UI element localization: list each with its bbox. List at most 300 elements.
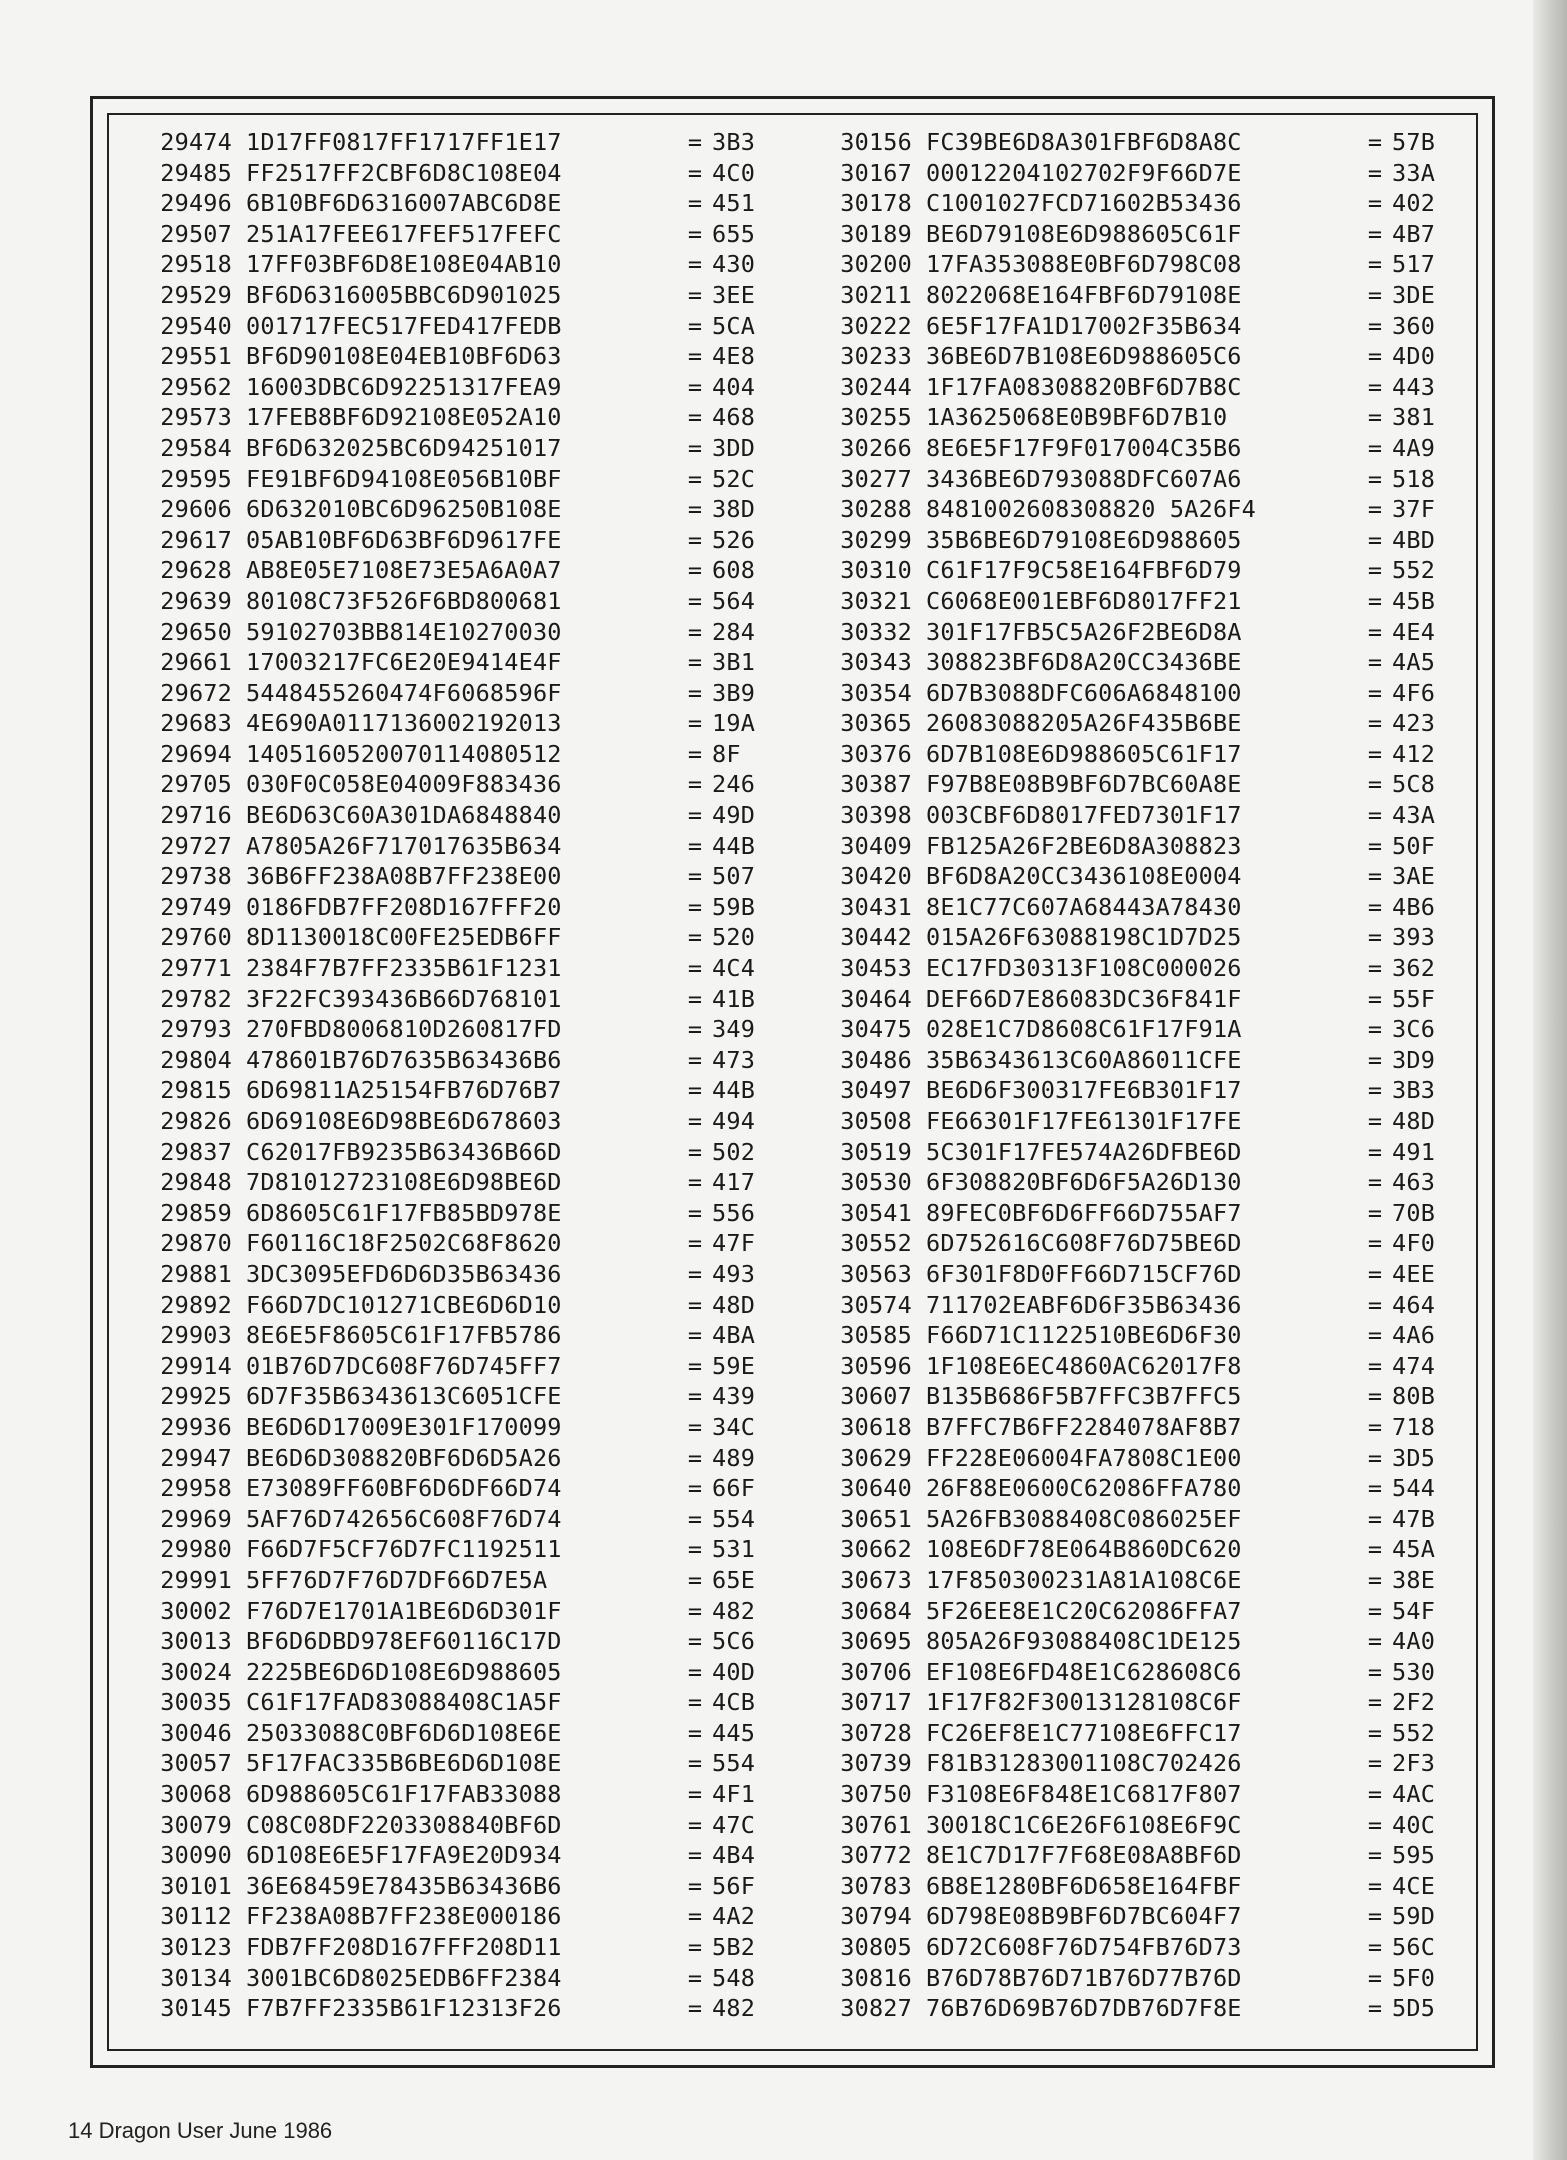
line-address: 30618: [840, 1412, 912, 1441]
hex-data: 251A17FEE617FEF517FEFC: [246, 219, 562, 248]
checksum: 54F: [1392, 1596, 1436, 1625]
equals-sign: =: [687, 433, 703, 462]
hex-data: FE66301F17FE61301F17FE: [926, 1107, 1242, 1135]
checksum: 517: [1392, 250, 1436, 279]
equals-sign: =: [1367, 1229, 1383, 1258]
listing-row: [800, 1963, 1460, 1994]
checksum: 430: [712, 250, 756, 279]
listing-row: [120, 678, 780, 709]
hex-data: 6D108E6E5F17FA9E20D934: [246, 1841, 562, 1870]
line-address: 29837: [160, 1137, 232, 1166]
hex-data: 1F17FA08308820BF6D7B8C: [926, 372, 1242, 401]
line-address: 30266: [840, 433, 912, 462]
hex-data: F66D71C1122510BE6D6F30: [926, 1321, 1242, 1350]
checksum: 2F3: [1392, 1749, 1436, 1778]
hex-data: 26F88E0600C62086FFA780: [926, 1474, 1242, 1503]
line-address: 29474: [160, 128, 232, 156]
line-address: 29947: [160, 1443, 232, 1472]
checksum: 40C: [1392, 1810, 1436, 1839]
hex-data: AB8E05E7108E73E5A6A0A7: [246, 556, 562, 585]
checksum: 531: [712, 1535, 756, 1564]
listing-row: [800, 1290, 1460, 1321]
listing-row: [120, 984, 780, 1015]
line-address: 29584: [160, 433, 232, 462]
checksum: 5F0: [1392, 1963, 1436, 1992]
hex-data: 36B6FF238A08B7FF238E00: [246, 862, 562, 891]
listing-row: [800, 953, 1460, 984]
listing-row: [120, 1014, 780, 1045]
equals-sign: =: [1367, 1810, 1383, 1839]
checksum: 482: [712, 1596, 756, 1625]
equals-sign: =: [687, 709, 703, 738]
listing-row: [800, 1901, 1460, 1932]
equals-sign: =: [687, 1137, 703, 1166]
checksum: 5B2: [712, 1933, 756, 1962]
equals-sign: =: [687, 1871, 703, 1900]
hex-data: 6D798E08B9BF6D7BC604F7: [926, 1902, 1242, 1931]
line-address: 29650: [160, 617, 232, 646]
checksum: 3B3: [1392, 1076, 1436, 1105]
equals-sign: =: [687, 1627, 703, 1656]
checksum: 47F: [712, 1229, 756, 1258]
checksum: 4F6: [1392, 678, 1436, 707]
equals-sign: =: [1367, 372, 1383, 401]
checksum: 494: [712, 1107, 756, 1135]
checksum: 595: [1392, 1841, 1436, 1870]
listing-row: [800, 249, 1460, 280]
checksum: 3B3: [712, 128, 756, 156]
line-address: 30519: [840, 1137, 912, 1166]
checksum: 482: [712, 1994, 756, 2023]
equals-sign: =: [687, 831, 703, 860]
hex-data: 001717FEC517FED417FEDB: [246, 311, 562, 340]
equals-sign: =: [1367, 433, 1383, 462]
line-address: 30420: [840, 862, 912, 891]
equals-sign: =: [1367, 1627, 1383, 1656]
checksum: 284: [712, 617, 756, 646]
listing-row: [800, 280, 1460, 311]
line-address: 30288: [840, 495, 912, 524]
line-address: 29595: [160, 464, 232, 493]
listing-row: [800, 525, 1460, 556]
listing-row: [800, 922, 1460, 953]
equals-sign: =: [1367, 1290, 1383, 1319]
equals-sign: =: [687, 250, 703, 279]
listing-row: [800, 1228, 1460, 1259]
line-address: 30453: [840, 954, 912, 983]
hex-data: F97B8E08B9BF6D7BC60A8E: [926, 770, 1242, 799]
equals-sign: =: [1367, 1657, 1383, 1686]
line-address: 29749: [160, 892, 232, 921]
listing-row: [120, 739, 780, 770]
line-address: 29639: [160, 586, 232, 615]
checksum: 608: [712, 556, 756, 585]
checksum: 520: [712, 923, 756, 952]
checksum: 468: [712, 403, 756, 432]
listing-row: [800, 1687, 1460, 1718]
hex-data: 308823BF6D8A20CC3436BE: [926, 648, 1242, 677]
hex-data: 00012204102702F9F66D7E: [926, 158, 1242, 187]
listing-row: [800, 586, 1460, 617]
hex-data: EF108E6FD48E1C628608C6: [926, 1657, 1242, 1686]
listing-row: [120, 188, 780, 219]
equals-sign: =: [1367, 280, 1383, 309]
listing-row: [800, 617, 1460, 648]
line-address: 30607: [840, 1382, 912, 1411]
hex-data: DEF66D7E86083DC36F841F: [926, 984, 1242, 1013]
listing-row: [120, 1901, 780, 1932]
equals-sign: =: [1367, 1780, 1383, 1809]
hex-data: 6D988605C61F17FAB33088: [246, 1780, 562, 1809]
line-address: 30354: [840, 678, 912, 707]
listing-row: [120, 1565, 780, 1596]
hex-data: 3F22FC393436B66D768101: [246, 984, 562, 1013]
equals-sign: =: [687, 1565, 703, 1594]
listing-row: [120, 1075, 780, 1106]
equals-sign: =: [1367, 464, 1383, 493]
line-address: 30629: [840, 1443, 912, 1472]
hex-data: 301F17FB5C5A26F2BE6D8A: [926, 617, 1242, 646]
checksum: 48D: [1392, 1107, 1436, 1135]
checksum: 45A: [1392, 1535, 1436, 1564]
line-address: 30761: [840, 1810, 912, 1839]
line-address: 29617: [160, 525, 232, 554]
hex-data: 6D7B3088DFC606A6848100: [926, 678, 1242, 707]
checksum: 417: [712, 1168, 756, 1197]
line-address: 30398: [840, 801, 912, 830]
checksum: 526: [712, 525, 756, 554]
line-address: 30508: [840, 1107, 912, 1135]
listing-row: [800, 1320, 1460, 1351]
listing-row: [800, 1534, 1460, 1565]
listing-row: [800, 1351, 1460, 1382]
hex-data: 01B76D7DC608F76D745FF7: [246, 1351, 562, 1380]
checksum: 41B: [712, 984, 756, 1013]
line-address: 30442: [840, 923, 912, 952]
listing-row: [800, 1137, 1460, 1168]
hex-data: FE91BF6D94108E056B10BF: [246, 464, 562, 493]
listing-row: [120, 494, 780, 525]
hex-data: B76D78B76D71B76D77B76D: [926, 1963, 1242, 1992]
listing-row: [800, 1259, 1460, 1290]
checksum: 37F: [1392, 495, 1436, 524]
checksum: 33A: [1392, 158, 1436, 187]
checksum: 4F1: [712, 1780, 756, 1809]
line-address: 30244: [840, 372, 912, 401]
equals-sign: =: [1367, 1076, 1383, 1105]
listing-row: [120, 1320, 780, 1351]
equals-sign: =: [687, 1749, 703, 1778]
hex-data: 108E6DF78E064B860DC620: [926, 1535, 1242, 1564]
equals-sign: =: [687, 1994, 703, 2023]
checksum: 3C6: [1392, 1015, 1436, 1044]
equals-sign: =: [1367, 556, 1383, 585]
listing-row: [120, 219, 780, 250]
listing-row: [120, 1687, 780, 1718]
hex-data: 030F0C058E04009F883436: [246, 770, 562, 799]
checksum: 3EE: [712, 280, 756, 309]
hex-data: F81B31283001108C702426: [926, 1749, 1242, 1778]
hex-data: 478601B76D7635B63436B6: [246, 1045, 562, 1074]
hex-data: 59102703BB814E10270030: [246, 617, 562, 646]
hex-data: C1001027FCD71602B53436: [926, 189, 1242, 218]
hex-data: FC39BE6D8A301FBF6D8A8C: [926, 128, 1242, 156]
hex-data: C61F17FAD83088408C1A5F: [246, 1688, 562, 1717]
line-address: 29606: [160, 495, 232, 524]
listing-row: [800, 1565, 1460, 1596]
equals-sign: =: [687, 954, 703, 983]
equals-sign: =: [687, 648, 703, 677]
listing-row: [120, 647, 780, 678]
listing-row: [120, 1443, 780, 1474]
hex-data: 003CBF6D8017FED7301F17: [926, 801, 1242, 830]
checksum: 381: [1392, 403, 1436, 432]
checksum: 2F2: [1392, 1688, 1436, 1717]
checksum: 4AC: [1392, 1780, 1436, 1809]
equals-sign: =: [1367, 923, 1383, 952]
listing-row: [800, 1779, 1460, 1810]
listing-row: [800, 769, 1460, 800]
line-address: 30145: [160, 1994, 232, 2023]
hex-data: BF6D8A20CC3436108E0004: [926, 862, 1242, 891]
hex-data: 89FEC0BF6D6FF66D755AF7: [926, 1198, 1242, 1227]
hex-data: 36E68459E78435B63436B6: [246, 1871, 562, 1900]
equals-sign: =: [687, 158, 703, 187]
equals-sign: =: [687, 495, 703, 524]
line-address: 29936: [160, 1412, 232, 1441]
listing-row: [120, 1534, 780, 1565]
hex-data: 8D1130018C00FE25EDB6FF: [246, 923, 562, 952]
equals-sign: =: [1367, 1412, 1383, 1441]
line-address: 30200: [840, 250, 912, 279]
hex-data: BE6D63C60A301DA6848840: [246, 801, 562, 830]
equals-sign: =: [687, 1504, 703, 1533]
equals-sign: =: [1367, 1749, 1383, 1778]
equals-sign: =: [687, 219, 703, 248]
hex-data: EC17FD30313F108C000026: [926, 954, 1242, 983]
equals-sign: =: [1367, 739, 1383, 768]
line-address: 29969: [160, 1504, 232, 1533]
equals-sign: =: [687, 892, 703, 921]
equals-sign: =: [687, 1443, 703, 1472]
listing-row: [800, 1993, 1460, 2024]
equals-sign: =: [687, 770, 703, 799]
listing-row: [120, 1779, 780, 1810]
line-address: 30321: [840, 586, 912, 615]
line-address: 30222: [840, 311, 912, 340]
hex-data: 0186FDB7FF208D167FFF20: [246, 892, 562, 921]
equals-sign: =: [1367, 1933, 1383, 1962]
listing-row: [120, 1932, 780, 1963]
line-address: 29529: [160, 280, 232, 309]
listing-row: [120, 953, 780, 984]
checksum: 4A6: [1392, 1321, 1436, 1350]
line-address: 30134: [160, 1963, 232, 1992]
checksum: 349: [712, 1015, 756, 1044]
listing-row: [120, 372, 780, 403]
hex-data: A7805A26F717017635B634: [246, 831, 562, 860]
equals-sign: =: [1367, 1351, 1383, 1380]
equals-sign: =: [1367, 128, 1383, 156]
equals-sign: =: [1367, 219, 1383, 248]
listing-row: [800, 464, 1460, 495]
line-address: 29562: [160, 372, 232, 401]
line-address: 29782: [160, 984, 232, 1013]
line-address: 29815: [160, 1076, 232, 1105]
equals-sign: =: [687, 1229, 703, 1258]
equals-sign: =: [1367, 770, 1383, 799]
checksum: 65E: [712, 1565, 756, 1594]
equals-sign: =: [1367, 1718, 1383, 1747]
hex-data: 5AF76D742656C608F76D74: [246, 1504, 562, 1533]
checksum: 47C: [712, 1810, 756, 1839]
line-address: 30497: [840, 1076, 912, 1105]
line-address: 29980: [160, 1535, 232, 1564]
line-address: 30783: [840, 1871, 912, 1900]
listing-row: [120, 1993, 780, 2024]
equals-sign: =: [687, 1045, 703, 1074]
hex-data: 2384F7B7FF2335B61F1231: [246, 954, 562, 983]
line-address: 29738: [160, 862, 232, 891]
equals-sign: =: [1367, 1902, 1383, 1931]
checksum: 445: [712, 1718, 756, 1747]
listing-row: [120, 433, 780, 464]
equals-sign: =: [1367, 1168, 1383, 1197]
line-address: 30167: [840, 158, 912, 187]
equals-sign: =: [687, 311, 703, 340]
equals-sign: =: [1367, 709, 1383, 738]
hex-data: C08C08DF2203308840BF6D: [246, 1810, 562, 1839]
hex-data: 5A26FB3088408C086025EF: [926, 1504, 1242, 1533]
hex-data: 17F850300231A81A108C6E: [926, 1565, 1242, 1594]
hex-data: 1A3625068E0B9BF6D7B10: [926, 403, 1228, 432]
equals-sign: =: [687, 372, 703, 401]
checksum: 59B: [712, 892, 756, 921]
equals-sign: =: [687, 1259, 703, 1288]
listing-row: [120, 341, 780, 372]
hex-data: 17003217FC6E20E9414E4F: [246, 648, 562, 677]
listing-row: [120, 311, 780, 342]
line-address: 30024: [160, 1657, 232, 1686]
equals-sign: =: [1367, 1107, 1383, 1135]
line-address: 30112: [160, 1902, 232, 1931]
equals-sign: =: [1367, 1137, 1383, 1166]
hex-data: 6D752616C608F76D75BE6D: [926, 1229, 1242, 1258]
checksum: 474: [1392, 1351, 1436, 1380]
hex-data: 270FBD8006810D260817FD: [246, 1015, 562, 1044]
hex-data: FF2517FF2CBF6D8C108E04: [246, 158, 562, 187]
listing-row: [120, 464, 780, 495]
hex-data: 5F17FAC335B6BE6D6D108E: [246, 1749, 562, 1778]
hex-data: C62017FB9235B63436B66D: [246, 1137, 562, 1166]
line-address: 29672: [160, 678, 232, 707]
equals-sign: =: [1367, 158, 1383, 187]
line-address: 30211: [840, 280, 912, 309]
listing-row: [120, 249, 780, 280]
equals-sign: =: [1367, 1198, 1383, 1227]
line-address: 30002: [160, 1596, 232, 1625]
hex-data: 05AB10BF6D63BF6D9617FE: [246, 525, 562, 554]
hex-data: F7B7FF2335B61F12313F26: [246, 1994, 562, 2023]
line-address: 30552: [840, 1229, 912, 1258]
listing-row: [800, 708, 1460, 739]
listing-row: [120, 402, 780, 433]
hex-data: E73089FF60BF6D6DF66D74: [246, 1474, 562, 1503]
equals-sign: =: [687, 1015, 703, 1044]
checksum: 4E4: [1392, 617, 1436, 646]
listing-row: [120, 1167, 780, 1198]
equals-sign: =: [1367, 342, 1383, 371]
checksum: 50F: [1392, 831, 1436, 860]
listing-row: [800, 1167, 1460, 1198]
line-address: 29991: [160, 1565, 232, 1594]
page-footer: 14 Dragon User June 1986: [68, 2118, 333, 2143]
listing-row: [800, 555, 1460, 586]
listing-row: [120, 1137, 780, 1168]
line-address: 30343: [840, 648, 912, 677]
equals-sign: =: [1367, 495, 1383, 524]
hex-data: 4E690A011713600219201З: [246, 709, 562, 738]
equals-sign: =: [687, 1474, 703, 1503]
equals-sign: =: [687, 1596, 703, 1625]
listing-row: [800, 1871, 1460, 1902]
equals-sign: =: [687, 1657, 703, 1686]
listing-row: [800, 892, 1460, 923]
checksum: 4A0: [1392, 1627, 1436, 1656]
equals-sign: =: [687, 403, 703, 432]
listing-row: [120, 1045, 780, 1076]
hex-data: F66D7F5CF76D7FC1192511: [246, 1535, 562, 1564]
equals-sign: =: [687, 586, 703, 615]
line-address: 30585: [840, 1321, 912, 1350]
listing-row: [120, 892, 780, 923]
checksum: 544: [1392, 1474, 1436, 1503]
line-address: 30541: [840, 1198, 912, 1227]
hex-data: 26083088205A26F435B6BE: [926, 709, 1242, 738]
checksum: 4A2: [712, 1902, 756, 1931]
line-address: 30310: [840, 556, 912, 585]
line-address: 30035: [160, 1688, 232, 1717]
equals-sign: =: [687, 739, 703, 768]
listing-row: [120, 1748, 780, 1779]
listing-row: [120, 525, 780, 556]
equals-sign: =: [1367, 1443, 1383, 1472]
equals-sign: =: [687, 556, 703, 585]
hex-data: 1F17F82F30013128108C6F: [926, 1688, 1242, 1717]
checksum: 451: [712, 189, 756, 218]
equals-sign: =: [1367, 678, 1383, 707]
checksum: 45B: [1392, 586, 1436, 615]
hex-data: BF6D6316005BBC6D901025: [246, 280, 562, 309]
equals-sign: =: [687, 617, 703, 646]
hex-data: F3108E6F848E1C6817F807: [926, 1780, 1242, 1809]
hex-data: 76B76D69B76D7DB76D7F8E: [926, 1994, 1242, 2023]
listing-row: [800, 1045, 1460, 1076]
checksum: 507: [712, 862, 756, 891]
listing-row: [800, 1198, 1460, 1229]
listing-row: [800, 402, 1460, 433]
hex-data: 8E6E5F8605C61F17FB5786: [246, 1321, 562, 1350]
listing-row: [800, 861, 1460, 892]
checksum: 464: [1392, 1290, 1436, 1319]
listing-row: [120, 769, 780, 800]
line-address: 30409: [840, 831, 912, 860]
checksum: 47B: [1392, 1504, 1436, 1533]
equals-sign: =: [687, 1107, 703, 1135]
equals-sign: =: [1367, 1596, 1383, 1625]
equals-sign: =: [687, 801, 703, 830]
checksum: 4B4: [712, 1841, 756, 1870]
